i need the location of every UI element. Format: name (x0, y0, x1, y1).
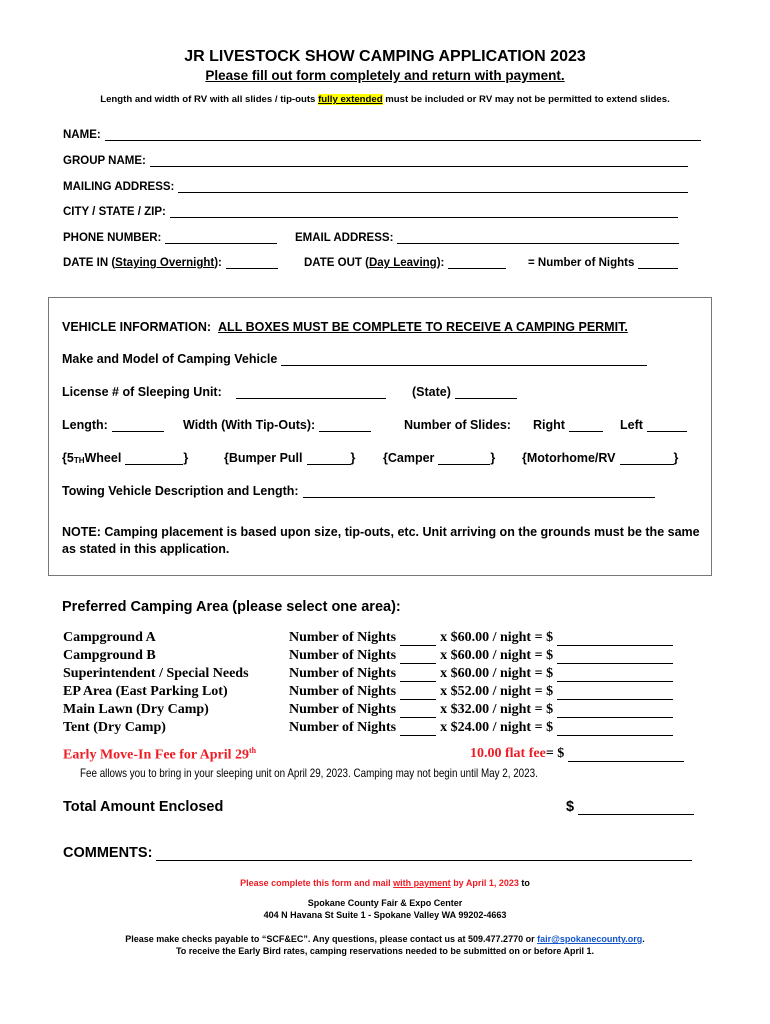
date-in-line[interactable] (226, 258, 278, 269)
camping-area-name: Campground B (63, 648, 156, 663)
page-subtitle: Please fill out form completely and return with payment. (205, 68, 565, 83)
slides-left-line[interactable] (647, 420, 687, 432)
rate-label: x $52.00 / night = $ (440, 684, 554, 699)
camping-area-name: Superintendent / Special Needs (63, 666, 249, 681)
state-field[interactable]: (State) (412, 385, 517, 399)
nights-label: Number of Nights (289, 720, 397, 735)
total-amount-line[interactable] (578, 800, 694, 815)
camper-line[interactable] (438, 453, 490, 465)
slides-left-field[interactable]: Left (620, 418, 687, 432)
camping-area-rate-row[interactable] (289, 666, 673, 682)
amount-line[interactable] (557, 651, 673, 664)
group-name-field[interactable]: GROUP NAME: (63, 155, 688, 167)
bumper-pull-line[interactable] (307, 453, 351, 465)
nights-label: Number of Nights (289, 630, 397, 645)
slides-right-line[interactable] (569, 420, 603, 432)
rate-label: x $60.00 / night = $ (440, 648, 554, 663)
fifth-wheel-field[interactable]: {5 $_{TH}$ Wheel } (62, 451, 189, 465)
camping-area-rate-row[interactable] (289, 702, 673, 718)
motorhome-line[interactable] (620, 453, 674, 465)
total-amount-field[interactable]: $ (566, 799, 694, 815)
number-of-nights-field[interactable]: = Number of Nights (528, 257, 678, 269)
make-model-field[interactable]: Make and Model of Camping Vehicle (62, 352, 647, 366)
rate-label: x $60.00 / night = $ (440, 630, 554, 645)
vehicle-heading: VEHICLE INFORMATION: ALL BOXES MUST BE COMPLETE TO RECEIVE A CAMPING PERMIT. (62, 320, 628, 334)
camping-area-heading: Preferred Camping Area (please select one area): (62, 599, 401, 615)
name-line[interactable] (105, 130, 701, 141)
nights-label: Number of Nights (289, 702, 397, 717)
page-title: JR LIVESTOCK SHOW CAMPING APPLICATION 2023 (184, 48, 586, 65)
camping-area-name: Main Lawn (Dry Camp) (63, 702, 209, 717)
state-line[interactable] (455, 387, 517, 399)
mailing-address-line[interactable] (178, 182, 688, 193)
amount-line[interactable] (557, 669, 673, 682)
nights-line[interactable] (400, 687, 436, 700)
rate-label: x $24.00 / night = $ (440, 720, 554, 735)
nights-line[interactable] (400, 651, 436, 664)
nights-label: Number of Nights (289, 684, 397, 699)
nights-label: Number of Nights (289, 648, 397, 663)
camping-area-name: Campground A (63, 630, 156, 645)
city-state-zip-field[interactable]: CITY / STATE / ZIP: (63, 206, 678, 218)
make-model-line[interactable] (281, 354, 647, 366)
camping-area-rate-row[interactable] (289, 684, 673, 700)
fifth-wheel-line[interactable] (125, 453, 183, 465)
camping-area-rate-row[interactable] (289, 630, 673, 646)
nights-line[interactable] (400, 705, 436, 718)
phone-field[interactable]: PHONE NUMBER: (63, 232, 277, 244)
date-out-line[interactable] (448, 258, 506, 269)
organization-name: Spokane County Fair & Expo Center (307, 898, 463, 908)
camping-area-rate-row[interactable] (289, 648, 673, 664)
width-field[interactable]: Width (With Tip-Outs): (183, 418, 371, 432)
email-line[interactable] (397, 233, 679, 244)
nights-line[interactable] (400, 723, 436, 736)
comments-field[interactable]: COMMENTS: (63, 845, 692, 861)
amount-line[interactable] (557, 723, 673, 736)
license-line[interactable] (236, 387, 386, 399)
motorhome-field[interactable]: {Motorhome/RV } (522, 451, 679, 465)
camping-area-rate-row[interactable] (289, 720, 673, 736)
comments-line[interactable] (156, 846, 692, 861)
rv-size-notice: Length and width of RV with all slides / tip-outs fully extended must be included or RV may not be permitted to extend slides. (100, 94, 670, 105)
email-link[interactable]: fair@spokanecounty.org (537, 934, 643, 944)
group-name-line[interactable] (150, 156, 688, 167)
towing-vehicle-field[interactable]: Towing Vehicle Description and Length: (62, 484, 655, 498)
rate-label: x $60.00 / night = $ (440, 666, 554, 681)
width-line[interactable] (319, 420, 371, 432)
length-line[interactable] (112, 420, 164, 432)
highlighted-text: fully extended (318, 94, 383, 105)
amount-line[interactable] (557, 705, 673, 718)
mail-instructions: Please complete this form and mail with payment by April 1, 2023 to (240, 878, 530, 888)
placement-note: NOTE: Camping placement is based upon size, tip-outs, etc. Unit arriving on the grounds must be the same as stated in this application. (62, 525, 700, 556)
amount-line[interactable] (557, 633, 673, 646)
nights-line[interactable] (400, 633, 436, 646)
early-fee-line[interactable] (568, 749, 684, 762)
date-out-field[interactable]: DATE OUT ( Day Leaving ): (304, 257, 506, 269)
date-in-field[interactable]: DATE IN ( Staying Overnight ): (63, 257, 278, 269)
camping-area-name: Tent (Dry Camp) (63, 720, 166, 735)
rate-label: x $32.00 / night = $ (440, 702, 554, 717)
amount-line[interactable] (557, 687, 673, 700)
camping-area-name: EP Area (East Parking Lot) (63, 684, 228, 699)
name-field[interactable]: NAME: (63, 129, 701, 141)
slides-label: Number of Slides: (404, 418, 511, 432)
city-state-zip-line[interactable] (170, 207, 678, 218)
slides-right-field[interactable]: Right (533, 418, 603, 432)
checks-payable-note: Please make checks payable to “SCF&EC”. Any questions, please contact us at 509.477.2770 or fair@spokanecounty.org. (125, 934, 645, 944)
early-bird-note: To receive the Early Bird rates, camping reservations needed to be submitted on or before April 1. (175, 946, 595, 956)
camper-field[interactable]: {Camper } (383, 451, 496, 465)
bumper-pull-field[interactable]: {Bumper Pull } (224, 451, 356, 465)
early-move-in-fee[interactable]: 10.00 flat fee = $ (470, 746, 684, 762)
early-move-in-label: Early Move-In Fee for April 29th (63, 746, 257, 763)
towing-vehicle-line[interactable] (303, 486, 655, 498)
nights-line[interactable] (400, 669, 436, 682)
total-amount-label: Total Amount Enclosed (63, 799, 224, 815)
number-of-nights-line[interactable] (638, 258, 678, 269)
license-field[interactable]: License # of Sleeping Unit: (62, 385, 386, 399)
organization-address: 404 N Havana St Suite 1 - Spokane Valley WA 99202-4663 (263, 910, 507, 920)
nights-label: Number of Nights (289, 666, 397, 681)
phone-line[interactable] (165, 233, 277, 244)
length-field[interactable]: Length: (62, 418, 164, 432)
fee-note: Fee allows you to bring in your sleeping unit on April 29, 2023. Camping may not begin until May 2, 2023. (80, 766, 538, 780)
email-field[interactable]: EMAIL ADDRESS: (295, 232, 679, 244)
mailing-address-field[interactable]: MAILING ADDRESS: (63, 181, 688, 193)
